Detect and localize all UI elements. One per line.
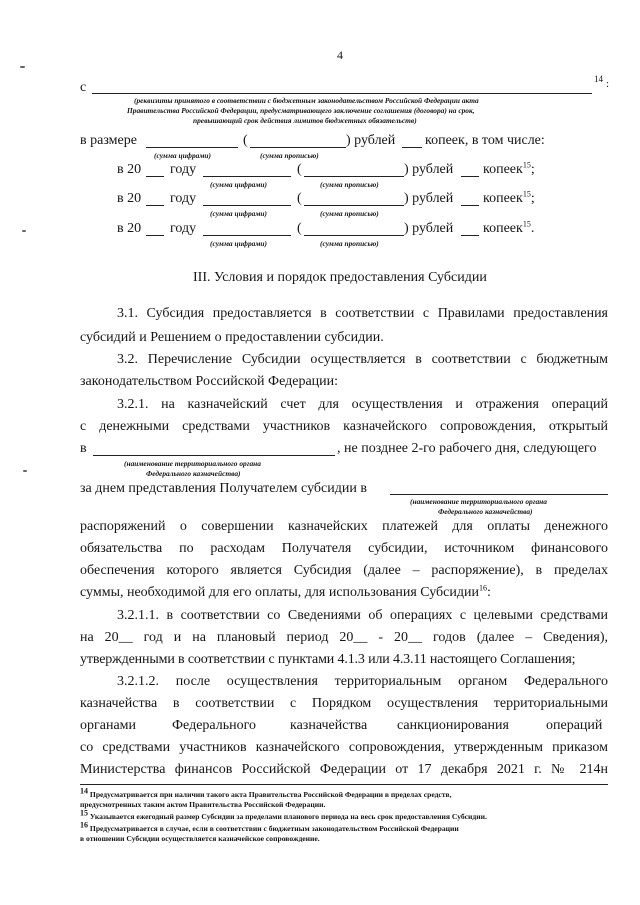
year-words-blank (304, 176, 404, 177)
p321-line5: распоряжений о совершении казначейских платежей для оплаты денежного (80, 519, 608, 534)
year-blank (146, 176, 164, 177)
scan-mark (23, 470, 27, 472)
year-rubles: ) рублей (404, 221, 454, 236)
p321-line1: 3.2.1. на казначейский счет для осуществления и отражения операций (117, 397, 608, 412)
year-word: году (170, 162, 197, 177)
requisites-blank (92, 93, 592, 94)
year-caption-digits: (сумма цифрами) (210, 239, 267, 248)
year-kopek-text (483, 162, 535, 178)
year-kopeks-blank (461, 176, 479, 177)
line-end: ; (530, 191, 535, 206)
p321-line6: обязательства по расходам Получателя субсидии, источником финансового (80, 541, 608, 556)
amount-words-blank (250, 147, 346, 148)
colon-mark: : (606, 78, 610, 90)
year-word: году (170, 221, 197, 236)
p3212-line4: со средствами участников казначейского сопровождения, утвержденным приказом (80, 740, 608, 755)
p3212-line3-word: операций (546, 718, 603, 733)
footnote-text: Предусматривается в случае, если в соответствии с бюджетным законодательством Российской Федерации (89, 824, 459, 833)
year-word: году (170, 191, 197, 206)
year-caption-words: (сумма прописью) (320, 239, 379, 248)
scan-mark (20, 66, 25, 68)
line-end: : (487, 585, 491, 600)
p3211-line3: утвержденными в соответствии с пунктами 4.1.3 или 4.3.11 настоящего Соглашения; (80, 652, 576, 667)
requisites-caption-2: Правительства Российской Федерации, предусматривающего заключение соглашения (договора) на срок, (127, 106, 475, 115)
p321-line2: с денежными средствами участников казначейского сопровождения, открытый (80, 419, 608, 434)
p3212-line3-word: органами (80, 718, 137, 733)
year-open-paren: ( (297, 221, 302, 236)
year-blank (146, 235, 164, 236)
amount-caption-words: (сумма прописью) (260, 151, 319, 160)
footnote-mark: 16 (80, 820, 88, 830)
year-caption-words: (сумма прописью) (320, 180, 379, 189)
treasury-organ-blank (93, 455, 335, 456)
year-digits-blank (203, 176, 291, 177)
footnote-mark: 14 (80, 786, 88, 796)
section-title: III. Условия и порядок предоставления Субсидии (193, 270, 487, 285)
p32-line1: 3.2. Перечисление Субсидии осуществляется в соответствии с бюджетным (117, 352, 608, 367)
amount-rubles: ) рублей (346, 133, 396, 148)
footnote-ref-15: 15 (522, 219, 531, 229)
line-end: ; (530, 162, 535, 177)
p3211-line1: 3.2.1.1. в соответствии со Сведениями об операциях с целевыми средствами (117, 608, 608, 623)
footnote-16 (80, 820, 459, 834)
p3212-line5: Министерства финансов Российской Федерации от 17 декабря 2021 г. № 214н (80, 762, 608, 777)
year-kopek-text (483, 191, 535, 207)
scan-mark (22, 230, 26, 232)
year-prefix: в 20 (117, 191, 142, 206)
p31-line2: субсидий и Решением о предоставлении субсидии. (80, 330, 384, 345)
treasury-caption-1: (наименование территориального органа (124, 459, 261, 468)
amount-digits-blank (146, 147, 238, 148)
requisites-caption-1: (реквизиты принятого в соответствии с бюджетным законодательством Российской Федерации акта (134, 96, 479, 105)
p31-line1: 3.1. Субсидия предоставляется в соответствии с Правилами предоставления (117, 306, 608, 321)
p321-line7: обеспечения которого является Субсидия (далее – распоряжение), в пределах (80, 563, 608, 578)
footnote-ref-15: 15 (522, 160, 531, 170)
year-words-blank (304, 235, 404, 236)
year-open-paren: ( (297, 191, 302, 206)
year-rubles: ) рублей (404, 191, 454, 206)
p3211-line2: на 20__ год и на плановый период 20__ - 20__ годов (далее – Сведения), (80, 630, 608, 645)
footnote-mark: 15 (80, 808, 88, 818)
footnote-text: Указывается ежегодный размер Субсидии за пределами планового периода на весь срок предоставления Субсидии. (89, 812, 487, 821)
year-caption-words: (сумма прописью) (320, 209, 379, 218)
p3212-line3-word: санкционирования (397, 718, 509, 733)
kopek-word: копеек (483, 221, 523, 236)
line-end: . (530, 221, 535, 236)
footnote-14-cont: предусмотренных таким актом Правительства Российской Федерации. (80, 800, 326, 809)
year-words-blank (304, 205, 404, 206)
p3212-line3-word: Федерального (172, 718, 257, 733)
requisites-prefix: с (80, 80, 87, 95)
year-kopek-text (483, 221, 534, 237)
p321-line8-text: суммы, необходимой для его оплаты, для использования Субсидии (80, 585, 479, 600)
kopek-word: копеек (483, 162, 523, 177)
year-prefix: в 20 (117, 221, 142, 236)
p3212-line3-word: казначейства (290, 718, 368, 733)
footnote-separator (80, 784, 608, 785)
treasury-organ-blank-2 (390, 494, 608, 495)
footnote-16-cont: в отношении Субсидии осуществляется казначейское сопровождение. (80, 834, 320, 843)
treasury-caption-2: Федерального казначейства) (146, 469, 241, 478)
year-open-paren: ( (297, 162, 302, 177)
year-caption-digits: (сумма цифрами) (210, 209, 267, 218)
footnote-ref-14: 14 (594, 74, 603, 84)
amount-kopeks: копеек, в том числе: (425, 133, 545, 148)
requisites-caption-3: превышающий срок действия лимитов бюджетных обязательств) (193, 116, 417, 125)
p321-line8 (80, 585, 491, 601)
year-digits-blank (203, 205, 291, 206)
amount-caption-digits: (сумма цифрами) (154, 151, 211, 160)
year-blank (146, 205, 164, 206)
amount-kopeks-blank (402, 147, 422, 148)
year-caption-digits: (сумма цифрами) (210, 180, 267, 189)
kopek-word: копеек (483, 191, 523, 206)
amount-open-paren: ( (243, 133, 248, 148)
footnote-ref-15: 15 (522, 189, 531, 199)
year-digits-blank (203, 235, 291, 236)
p32-line2: законодательством Российской Федерации: (80, 374, 339, 389)
p321-line3-prefix: в (80, 441, 87, 456)
treasury-caption-r2: Федерального казначейства) (438, 507, 533, 516)
year-kopeks-blank (461, 235, 479, 236)
page-number: 4 (337, 48, 343, 62)
footnote-ref-16: 16 (479, 583, 487, 593)
p321-line4: за днем представления Получателем субсидии в (80, 481, 367, 496)
footnote-15 (80, 808, 487, 822)
year-kopeks-blank (461, 205, 479, 206)
amount-label: в размере (80, 133, 137, 148)
p3212-line1: 3.2.1.2. после осуществления территориальным органом Федерального (117, 674, 608, 689)
p321-line3-suffix: , не позднее 2-го рабочего дня, следующего (337, 441, 597, 456)
year-prefix: в 20 (117, 162, 142, 177)
year-rubles: ) рублей (404, 162, 454, 177)
treasury-caption-r1: (наименование территориального органа (410, 497, 547, 506)
p3212-line2: казначейства в соответствии с Порядком осуществления территориальными (80, 696, 608, 711)
footnote-14 (80, 786, 452, 800)
footnote-text: Предусматривается при наличии такого акта Правительства Российской Федерации в пределах средств, (89, 790, 452, 799)
